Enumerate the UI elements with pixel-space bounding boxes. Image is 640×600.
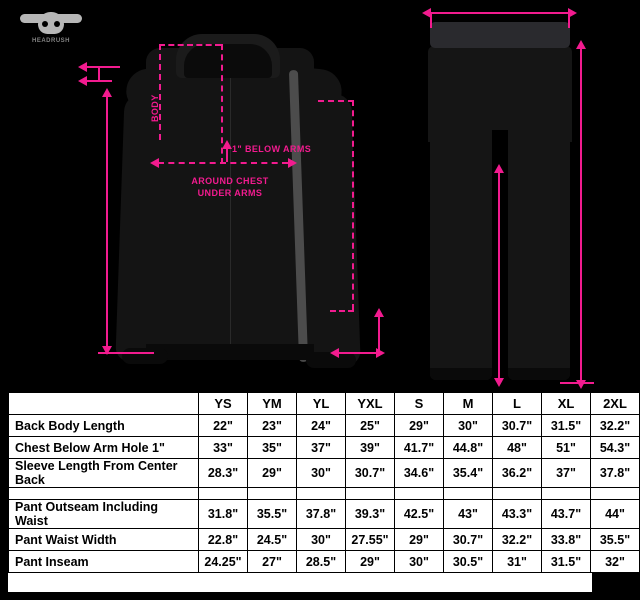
header-size-yxl: YXL [346,393,395,415]
pants-right-hem [508,368,570,380]
spacer-cell [591,488,640,500]
header-size-s: S [395,393,444,415]
body-top-dashed-line [159,44,221,46]
cell: 27.55" [346,529,395,551]
header-size-l: L [493,393,542,415]
spacer-cell [493,488,542,500]
cell: 28.5" [297,551,346,573]
pants-hip [428,46,572,142]
cell: 51" [542,437,591,459]
spacer-cell [248,488,297,500]
cell: 34.6" [395,459,444,488]
cell: 30" [395,551,444,573]
cell: 43.7" [542,500,591,529]
spacer-cell [199,488,248,500]
jacket-length-arrow-up [102,88,112,97]
row-label-back-body-length: Back Body Length [9,415,199,437]
sleeve-measure-line-1 [86,66,120,68]
cell: 30" [444,415,493,437]
jacket-left-cuff [122,348,168,364]
header-size-m: M [444,393,493,415]
cell: 31.5" [542,415,591,437]
row-label-chest-below-arm-hole: Chest Below Arm Hole 1" [9,437,199,459]
chest-arrow-right [288,158,297,168]
table-row [9,437,640,459]
cell: 43.3" [493,500,542,529]
cell: 44" [591,500,640,529]
cell: 35.4" [444,459,493,488]
header-size-yl: YL [297,393,346,415]
pants-illustration [412,22,588,384]
cell: 35.5" [591,529,640,551]
row-label-sleeve-length: Sleeve Length From Center Back [9,459,199,488]
cell: 29" [395,529,444,551]
cell: 30.7" [493,415,542,437]
sleeve-measure-arrow-left [78,62,87,72]
body-length-dashed-line [159,44,161,140]
below-arms-arrow-stem [226,148,228,162]
cell: 31" [493,551,542,573]
cell: 44.8" [444,437,493,459]
cell: 41.7" [395,437,444,459]
pant-waist-tick-left [430,12,432,28]
pant-outseam-arrow-up [576,40,586,49]
spacer-cell [297,488,346,500]
skull-icon [38,12,64,34]
size-chart-table-wrap [8,392,631,592]
pant-outseam-line [580,48,582,380]
sleeve-end-vertical [378,316,380,356]
cell: 31.8" [199,500,248,529]
jacket-illustration [118,18,368,386]
cell: 24" [297,415,346,437]
row-label-pant-outseam: Pant Outseam Including Waist [9,500,199,529]
header-measurement [9,393,199,415]
cell: 29" [248,459,297,488]
pant-inseam-arrow-up [494,164,504,173]
jacket-collar-inner [184,44,272,78]
sleeve-end-arrow-up [374,308,384,317]
sleeve-measure-tick [98,66,100,80]
pants-right-leg [508,132,570,380]
cell: 33.8" [542,529,591,551]
cell: 22.8" [199,529,248,551]
cell: 32" [591,551,640,573]
below-arms-arrow-up [222,140,232,149]
sleeve-end-measure-line [338,352,378,354]
table-row [9,551,640,573]
cell: 48" [493,437,542,459]
cell: 27" [248,551,297,573]
cell: 29" [346,551,395,573]
cell: 54.3" [591,437,640,459]
cell: 30.7" [346,459,395,488]
sleeve-outer-dashed-line [352,100,354,310]
cell: 39.3" [346,500,395,529]
cell: 32.2" [493,529,542,551]
cell: 28.3" [199,459,248,488]
cell: 37.8" [591,459,640,488]
cell: 25" [346,415,395,437]
cell: 37" [297,437,346,459]
spacer-cell [444,488,493,500]
cell: 35.5" [248,500,297,529]
brand-logo [12,12,90,54]
header-size-xl: XL [542,393,591,415]
sleeve-measure-line-2 [86,80,112,82]
pants-waistband [430,22,570,48]
jacket-hem-line [98,352,154,354]
body-label: BODY [150,94,160,122]
jacket-hem [146,344,314,360]
cell: 43" [444,500,493,529]
header-size-ys: YS [199,393,248,415]
brand-name: HEADRUSH [31,38,70,44]
cell: 33" [199,437,248,459]
sleeve-top-dashed-line [318,100,354,102]
pant-outseam-bottom-tick [560,382,594,384]
jacket-length-vertical-line [106,96,108,346]
pant-inseam-line [498,172,500,378]
spacer-cell [542,488,591,500]
spacer-cell [395,488,444,500]
around-chest-label: AROUND CHEST [191,176,269,186]
row-label-pant-inseam: Pant Inseam [9,551,199,573]
pant-waist-tick-right [568,12,570,28]
sleeve-bottom-dashed-line [330,310,354,312]
cell: 30.7" [444,529,493,551]
row-label-pant-waist-width: Pant Waist Width [9,529,199,551]
chest-arrow-left [150,158,159,168]
size-chart-table [8,392,640,573]
cell: 30" [297,459,346,488]
jacket-center-seam [230,78,231,346]
cell: 29" [395,415,444,437]
cell: 36.2" [493,459,542,488]
pants-left-leg [430,132,492,380]
cell: 23" [248,415,297,437]
table-row [9,459,640,488]
cell: 39" [346,437,395,459]
sleeve-measure-arrow-left-2 [78,76,87,86]
cell: 32.2" [591,415,640,437]
cell: 24.25" [199,551,248,573]
table-row [9,415,640,437]
under-arms-label: UNDER ARMS [197,188,263,198]
below-arms-label: 1" BELOW ARMS [232,144,312,154]
table-row [9,529,640,551]
cell: 30.5" [444,551,493,573]
pants-crotch [492,130,508,190]
spacer-cell [9,488,199,500]
sleeve-end-arrow-left [330,348,339,358]
pants-left-hem [430,368,492,380]
table-row [9,500,640,529]
pant-waist-measure-line [430,12,570,14]
table-header-row [9,393,640,415]
spacer-cell [346,488,395,500]
cell: 37" [542,459,591,488]
header-size-ym: YM [248,393,297,415]
cell: 30" [297,529,346,551]
cell: 31.5" [542,551,591,573]
header-size-2xl: 2XL [591,393,640,415]
pant-inseam-arrow-down [494,378,504,387]
chest-dashed-line [158,162,288,164]
cell: 24.5" [248,529,297,551]
cell: 22" [199,415,248,437]
cell: 37.8" [297,500,346,529]
cell: 42.5" [395,500,444,529]
cell: 35" [248,437,297,459]
table-group-spacer [9,488,640,500]
